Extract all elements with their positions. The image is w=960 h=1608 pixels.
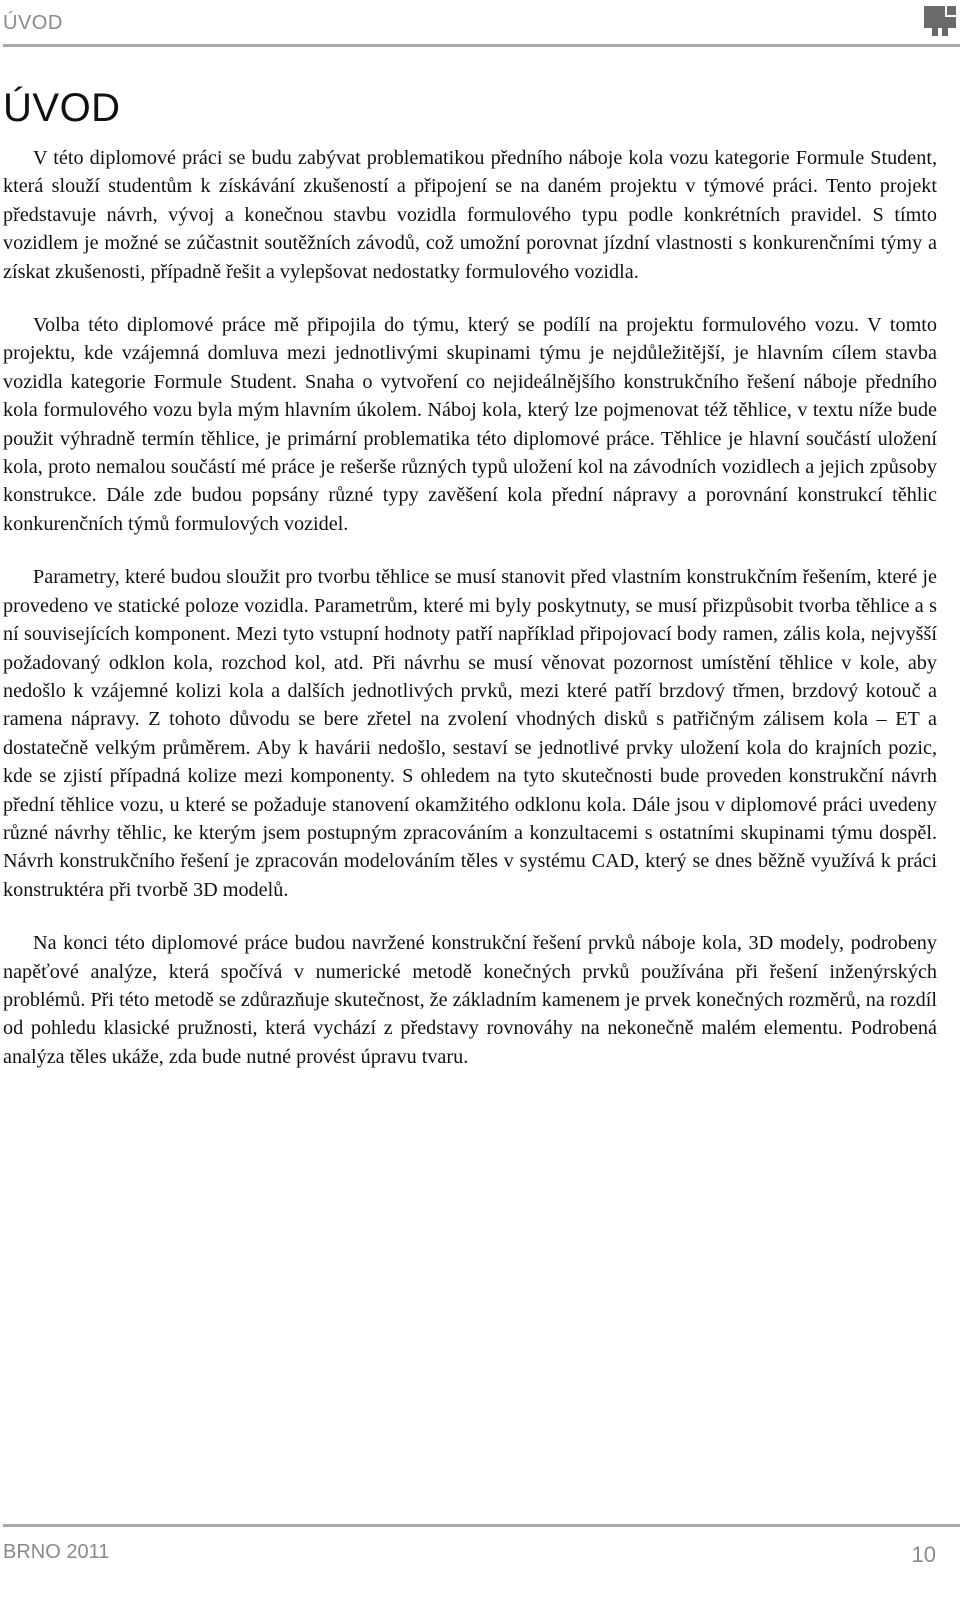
paragraph-3: Parametry, které budou sloužit pro tvorbu těhlice se musí stanovit před vlastním konstrukčním řešením, které je provedeno ve statické poloze vozidla. Parametrům, které mi byly poskytnuty, se musí přizpůsobit tvorba těhlice a s ní souvisejících komponent. Mezi tyto vstupní hodnoty patří například připojovací body ramen, zális kola, nejvyšší požadovaný odklon kola, rozchod kol, atd. Při návrhu se musí věnovat pozornost umístění těhlice v kole, aby nedošlo k vzájemné kolizi kola a dalších jednotlivých prvků, mezi které patří brzdový třmen, brzdový kotouč a ramena nápravy. Z tohoto důvodu se bere zřetel na zvolení vhodných disků s patřičným zálisem kola – ET a dostatečně velkým průměrem. Aby k havárii nedošlo, sestaví se jednotlivé prvky uložení kola do krajních pozic, kde se zjistí případná kolize mezi komponenty. S ohledem na tyto skutečnosti bude proveden konstrukční návrh přední těhlice vozu, u které se požaduje stanovení okamžitého odklonu kola. Dále jsou v diplomové práci uvedeny různé návrhy těhlic, ke kterým jsem postupným zpracováním a konzultacemi s ostatními skupinami týmu dospěl. Návrh konstrukčního řešení je zpracován modelováním těles v systému CAD, který se dnes běžně využívá k práci konstruktéra při tvorbě 3D modelů. [3, 566, 937, 901]
university-logo-icon [924, 6, 956, 36]
footer-location-year: BRNO 2011 [3, 1541, 110, 1563]
running-header: ÚVOD [3, 12, 63, 34]
header-rule [3, 44, 960, 47]
paragraph-2: Volba této diplomové práce mě připojila do týmu, který se podílí na projektu formulového vozu. V tomto projektu, kde vzájemná domluva mezi jednotlivými skupinami týmu je nejdůležitější, je hlavním cílem stavba vozidla kategorie Formule Student. Snaha o vytvoření co nejideálnějšího konstrukčního řešení náboje předního kola formulového vozu byla mým hlavním úkolem. Náboj kola, který lze pojmenovat též těhlice, v textu níže bude použit výhradně termín těhlice, je primární problematika této diplomové práce. Těhlice je hlavní součástí uložení kola, proto nemalou součástí mé práce je rešerše různých typů uložení kol na závodních vozidlech a jejich způsoby konstrukce. Dále zde budou popsány různé typy zavěšení kola přední nápravy a porovnání konstrukcí těhlic konkurenčních týmů formulových vozidel. [3, 314, 937, 535]
paragraph-1: V této diplomové práci se budu zabývat problematikou předního náboje kola vozu kategorie Formule Student, která slouží studentům k získávání zkušeností a připojení se na daném projektu v týmové práci. Tento projekt představuje návrh, vývoj a konečnou stavbu vozidla formulového typu podle konkrétních pravidel. S tímto vozidlem je možné se zúčastnit soutěžních závodů, což umožní porovnat jízdní vlastnosti s konkurenčními týmy a získat zkušenosti, případně řešit a vylepšovat nedostatky formulového vozidla. [3, 147, 937, 283]
page-number: 10 [911, 1542, 936, 1567]
chapter-title: ÚVOD [3, 86, 121, 130]
paragraph-4: Na konci této diplomové práce budou navržené konstrukční řešení prvků náboje kola, 3D modely, podrobeny napěťové analýze, která spočívá v numerické metodě konečných prvků používána při řešení inženýrských problémů. Při této metodě se zdůrazňuje skutečnost, že základním kamenem je prvek konečných rozměrů, na rozdíl od pohledu klasické pružnosti, která vychází z představy rovnováhy na nekonečně malém elementu. Podrobená analýza těles ukáže, zda bude nutné provést úpravu tvaru. [3, 932, 937, 1068]
body-text [3, 144, 937, 1071]
footer-rule [3, 1524, 960, 1527]
